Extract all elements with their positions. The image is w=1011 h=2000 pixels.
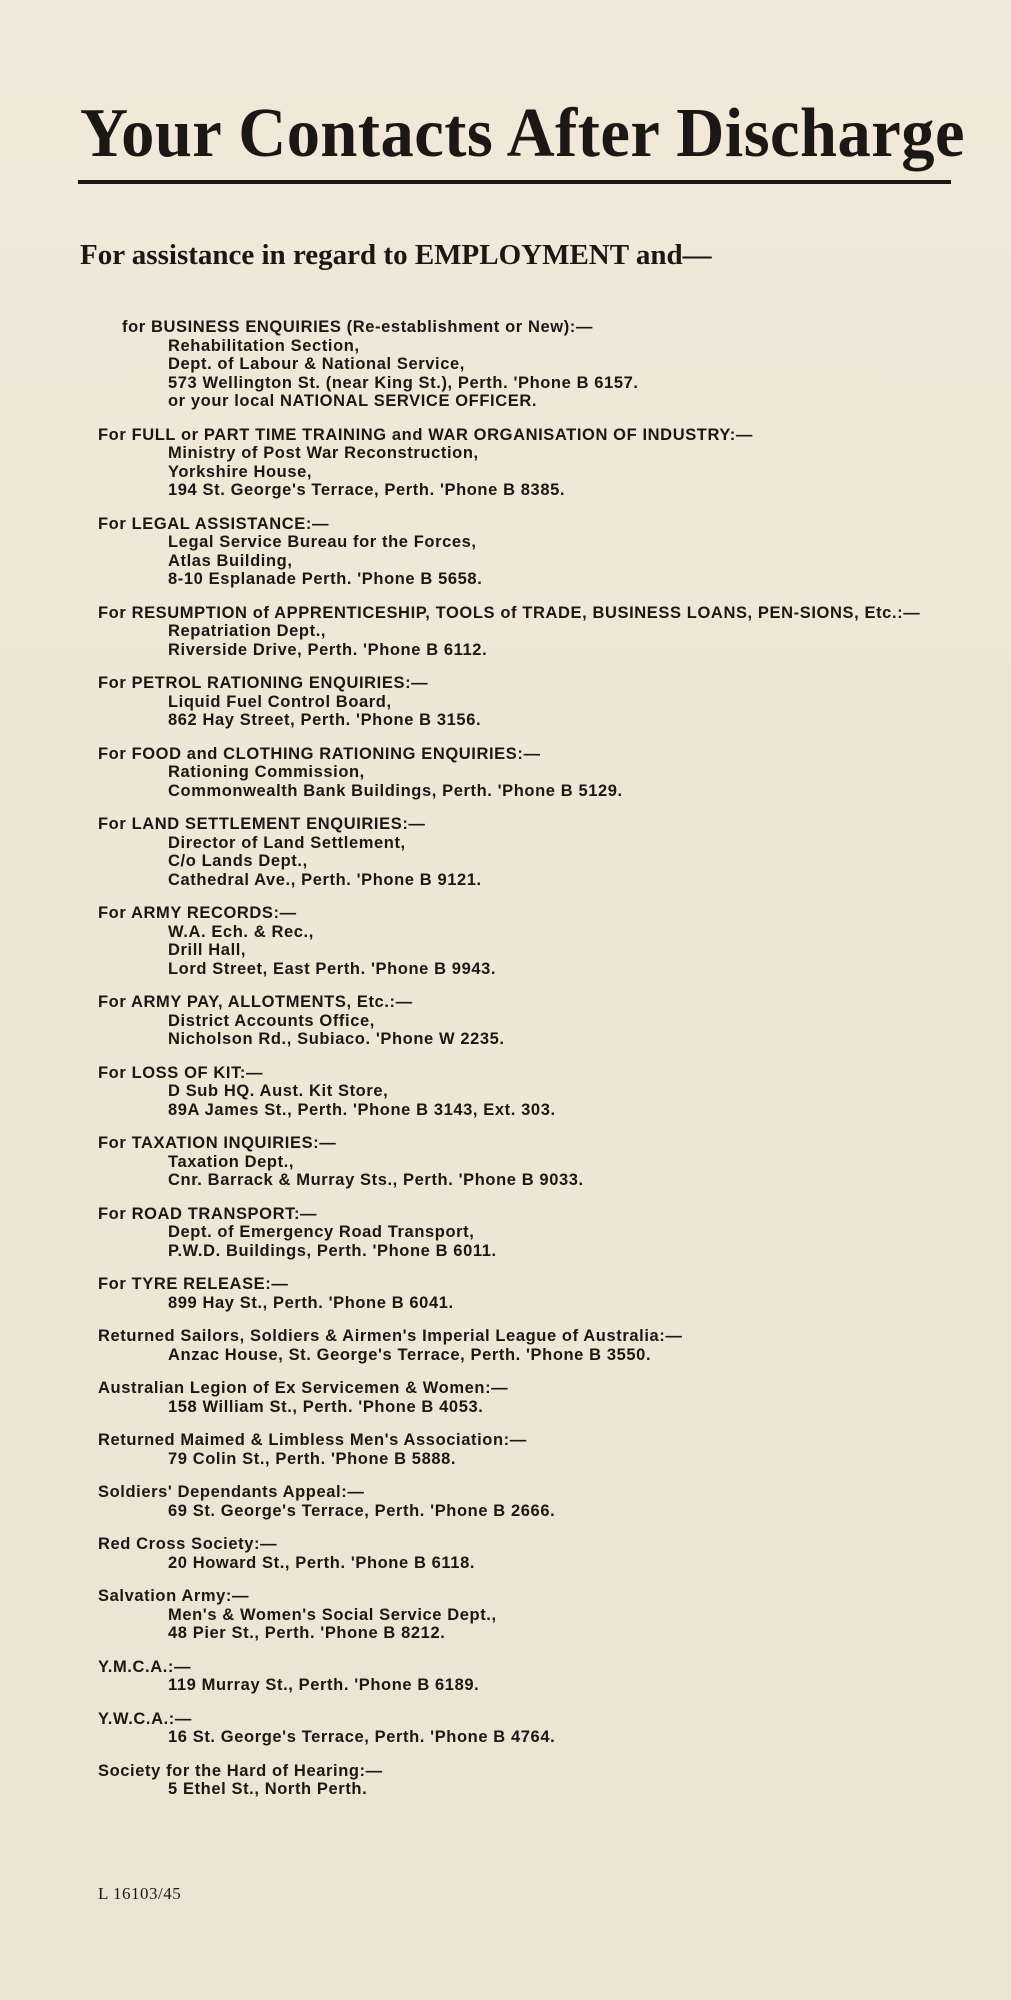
- contact-detail-line: 158 William St., Perth. 'Phone B 4053.: [168, 1397, 484, 1416]
- contact-entry: [98, 426, 968, 500]
- contact-entry: [98, 1587, 968, 1643]
- contact-detail-line: 79 Colin St., Perth. 'Phone B 5888.: [168, 1449, 457, 1468]
- contact-detail-line: W.A. Ech. & Rec.,: [168, 922, 314, 941]
- contact-entry: [98, 1205, 968, 1261]
- contact-entry: [98, 1134, 968, 1190]
- contact-heading: Society for the Hard of Hearing:—: [98, 1761, 383, 1780]
- contact-heading: Red Cross Society:—: [98, 1535, 278, 1553]
- contact-entry: [98, 1064, 968, 1120]
- contact-detail-line: Cnr. Barrack & Murray Sts., Perth. 'Phone B 9033.: [168, 1171, 584, 1189]
- contact-detail-line: Ministry of Post War Reconstruction,: [168, 444, 479, 462]
- contact-detail-line: Lord Street, East Perth. 'Phone B 9943.: [168, 959, 497, 978]
- contact-heading: For ARMY RECORDS:—: [98, 904, 297, 922]
- contact-detail-line: Director of Land Settlement,: [168, 833, 406, 852]
- contact-detail-line: 16 St. George's Terrace, Perth. 'Phone B 4764.: [168, 1728, 556, 1746]
- contact-heading: Returned Sailors, Soldiers & Airmen's Imperial League of Australia:—: [98, 1327, 683, 1345]
- contact-entry: [98, 1535, 968, 1572]
- contact-entry: [98, 1658, 968, 1695]
- contact-entry: [98, 993, 968, 1049]
- contact-detail-line: C/o Lands Dept.,: [168, 852, 308, 870]
- contact-detail-line: 194 St. George's Terrace, Perth. 'Phone B 8385.: [168, 481, 566, 499]
- contact-detail-line: Rehabilitation Section,: [168, 336, 360, 355]
- contact-detail-line: Legal Service Bureau for the Forces,: [168, 533, 477, 551]
- contact-detail-line: 48 Pier St., Perth. 'Phone B 8212.: [168, 1624, 446, 1642]
- contact-detail-line: Commonwealth Bank Buildings, Perth. 'Phone B 5129.: [168, 781, 623, 800]
- contact-entry: [98, 604, 968, 660]
- contact-heading: Soldiers' Dependants Appeal:—: [98, 1483, 365, 1501]
- contact-heading: For FULL or PART TIME TRAINING and WAR ORGANISATION OF INDUSTRY:—: [98, 425, 753, 444]
- contact-detail-line: 20 Howard St., Perth. 'Phone B 6118.: [168, 1553, 476, 1572]
- contact-detail-line: Cathedral Ave., Perth. 'Phone B 9121.: [168, 870, 482, 889]
- contact-detail-line: 89A James St., Perth. 'Phone B 3143, Ext. 303.: [168, 1100, 556, 1119]
- contact-detail-line: Repatriation Dept.,: [168, 622, 327, 640]
- contact-entry: [98, 1431, 968, 1468]
- contact-detail-line: 573 Wellington St. (near King St.), Perth. 'Phone B 6157.: [168, 373, 639, 392]
- contact-detail-line: D Sub HQ. Aust. Kit Store,: [168, 1082, 389, 1100]
- contact-heading: For ROAD TRANSPORT:—: [98, 1204, 318, 1223]
- contact-entry: [98, 674, 968, 730]
- contact-heading: For TAXATION INQUIRIES:—: [98, 1134, 337, 1152]
- contact-heading: For RESUMPTION of APPRENTICESHIP, TOOLS of TRADE, BUSINESS LOANS, PEN-SIONS, Etc.:—: [98, 603, 921, 622]
- title-underline: [78, 180, 951, 184]
- contact-detail-line: Rationing Commission,: [168, 763, 365, 781]
- contact-heading: Y.W.C.A.:—: [98, 1709, 193, 1728]
- document-title: Your Contacts After Discharge: [80, 95, 965, 172]
- contact-detail-line: 119 Murray St., Perth. 'Phone B 6189.: [168, 1676, 480, 1694]
- contact-heading: For FOOD and CLOTHING RATIONING ENQUIRIES:—: [98, 744, 541, 763]
- contact-entry: [98, 1379, 968, 1416]
- contact-entry: [98, 515, 968, 589]
- contact-heading: For PETROL RATIONING ENQUIRIES:—: [98, 674, 429, 692]
- contact-detail-line: P.W.D. Buildings, Perth. 'Phone B 6011.: [168, 1241, 497, 1260]
- contact-heading: For LEGAL ASSISTANCE:—: [98, 514, 330, 533]
- contact-heading: For TYRE RELEASE:—: [98, 1275, 289, 1293]
- contact-entry: [98, 745, 968, 801]
- contact-detail-line: Atlas Building,: [168, 551, 293, 570]
- contact-heading: for BUSINESS ENQUIRIES (Re-establishment or New):—: [122, 318, 593, 336]
- contact-entry: [98, 1327, 968, 1364]
- contact-detail-line: Taxation Dept.,: [168, 1152, 295, 1171]
- contact-entry: [98, 1762, 968, 1799]
- contact-detail-line: Liquid Fuel Control Board,: [168, 692, 392, 711]
- contact-detail-line: Anzac House, St. George's Terrace, Perth. 'Phone B 3550.: [168, 1345, 652, 1364]
- contact-detail-line: Men's & Women's Social Service Dept.,: [168, 1605, 497, 1624]
- contact-detail-line: Dept. of Labour & National Service,: [168, 355, 465, 373]
- print-code: L 16103/45: [98, 1884, 182, 1903]
- contact-detail-line: 899 Hay St., Perth. 'Phone B 6041.: [168, 1293, 454, 1312]
- contact-detail-line: 5 Ethel St., North Perth.: [168, 1780, 368, 1798]
- contact-detail-line: 8-10 Esplanade Perth. 'Phone B 5658.: [168, 570, 483, 588]
- contact-detail-line: District Accounts Office,: [168, 1011, 375, 1030]
- contact-detail-line: Drill Hall,: [168, 941, 247, 959]
- contact-heading: Salvation Army:—: [98, 1587, 250, 1605]
- contact-entry: [98, 815, 968, 889]
- contact-entry: [98, 1483, 968, 1520]
- contact-entry: [98, 904, 968, 978]
- contact-heading: For ARMY PAY, ALLOTMENTS, Etc.:—: [98, 993, 413, 1011]
- contact-heading: Australian Legion of Ex Servicemen & Women:—: [98, 1379, 509, 1397]
- contact-detail-line: Nicholson Rd., Subiaco. 'Phone W 2235.: [168, 1030, 505, 1048]
- contact-entry: [98, 1275, 968, 1312]
- contact-detail-line: 862 Hay Street, Perth. 'Phone B 3156.: [168, 711, 482, 729]
- contact-entry: [98, 1710, 968, 1747]
- contact-detail-line: Yorkshire House,: [168, 462, 313, 481]
- contact-detail-line: 69 St. George's Terrace, Perth. 'Phone B 2666.: [168, 1501, 556, 1520]
- document-subtitle: For assistance in regard to EMPLOYMENT and—: [80, 239, 712, 271]
- contact-heading: Y.M.C.A.:—: [98, 1657, 192, 1676]
- contact-heading: Returned Maimed & Limbless Men's Association:—: [98, 1431, 527, 1449]
- contact-detail-line: or your local NATIONAL SERVICE OFFICER.: [168, 392, 538, 410]
- contact-detail-line: Dept. of Emergency Road Transport,: [168, 1223, 475, 1241]
- contacts-list: [98, 318, 968, 1814]
- contact-entry: [98, 318, 968, 411]
- contact-heading: For LOSS OF KIT:—: [98, 1063, 264, 1082]
- contact-detail-line: Riverside Drive, Perth. 'Phone B 6112.: [168, 640, 488, 659]
- contact-heading: For LAND SETTLEMENT ENQUIRIES:—: [98, 815, 426, 833]
